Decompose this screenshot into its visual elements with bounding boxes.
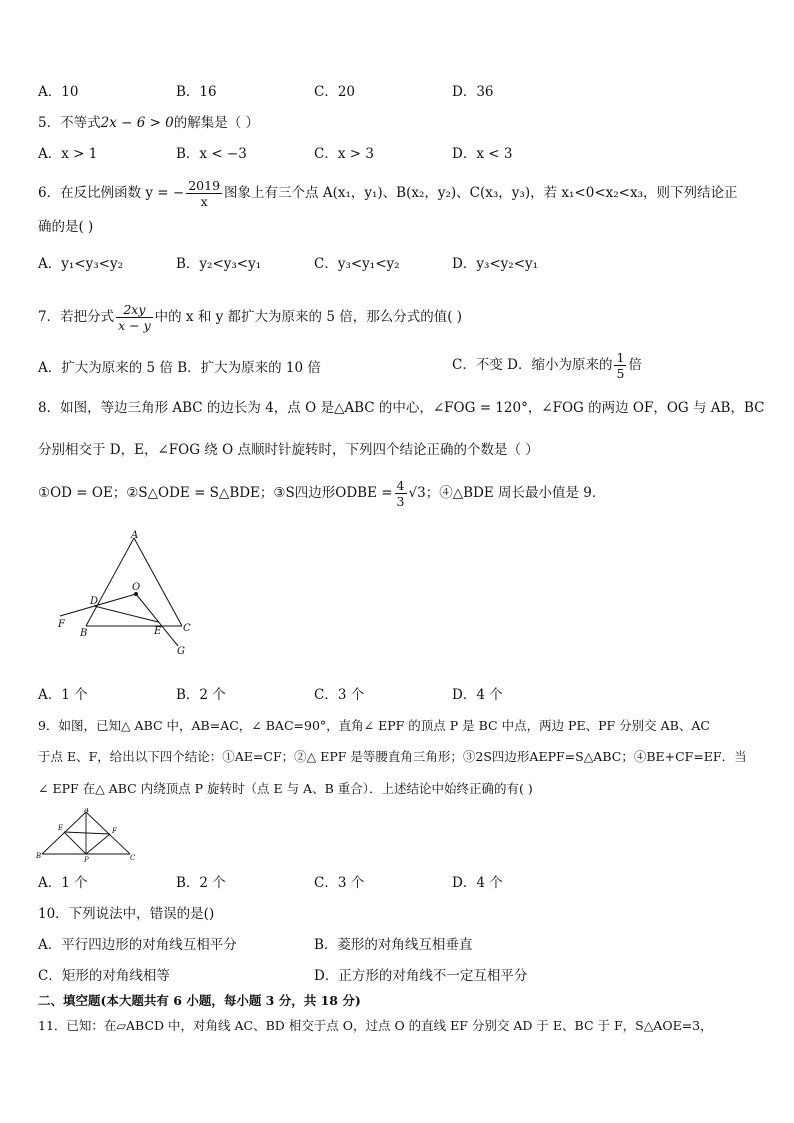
q8-fraction: $\frac{4}{3}$ xyxy=(396,478,405,509)
q8-label-b: B xyxy=(80,628,88,639)
q8-stem-line1: 8．如图，等边三角形 ABC 的边长为 4，点 O 是△ABC 的中心，∠FOG = 120°，∠FOG 的两边 OF，OG 与 AB，BC xyxy=(38,400,765,416)
q9-option-a: A．1 个 xyxy=(38,875,88,891)
q5-option-b: B．x < −3 xyxy=(176,146,247,162)
q5-option-d: D．x < 3 xyxy=(452,146,513,162)
q6-option-c: C．y₃<y₁<y₂ xyxy=(314,256,400,272)
q10-option-b: B．菱形的对角线互相垂直 xyxy=(314,937,473,953)
q6-stem-line2: 确的是( ) xyxy=(38,219,94,235)
q6-fraction: $\frac{2019}{x}$ xyxy=(188,178,221,209)
q9-label-b: B xyxy=(36,852,42,860)
q9-stem-line1: 9．如图，已知△ ABC 中，AB=AC，∠ BAC=90°，直角∠ EPF 的顶点 P 是 BC 中点，两边 PE、PF 分别交 AB、AC xyxy=(38,718,710,733)
q9-option-d: D．4 个 xyxy=(452,875,503,891)
q8-label-d: D xyxy=(90,596,99,607)
q4-option-b: B．16 xyxy=(176,84,217,100)
q5-expression: 2x − 6 > 0 xyxy=(100,115,174,131)
q8-label-a: A xyxy=(131,530,139,541)
q5-option-a: A．x > 1 xyxy=(38,146,98,162)
q8-option-c: C．3 个 xyxy=(314,687,365,703)
q6-option-a: A．y₁<y₃<y₂ xyxy=(38,256,123,272)
q8-label-c: C xyxy=(183,623,191,634)
q8-conclusions: ①OD = OE；②S△ODE = S△BDE；③S四边形ODBE = $\frac{4}{3}$ √3；④△BDE 周长最小值是 9． xyxy=(38,478,606,509)
q8-segment-de xyxy=(94,606,158,622)
q10-stem: 10．下列说法中，错误的是() xyxy=(38,906,215,922)
q4-option-c: C．20 xyxy=(314,84,356,100)
q9-label-c: C xyxy=(130,854,136,862)
q7-options-ab: A．扩大为原来的 5 倍 B．扩大为原来的 10 倍 xyxy=(38,360,321,376)
q9-option-c: C．3 个 xyxy=(314,875,365,891)
q4-option-d: D．36 xyxy=(452,84,494,100)
q5-stem: 5．不等式2x − 6 > 0的解集是（ ） xyxy=(38,115,260,131)
q7-cd-fraction: $\frac{1}{5}$ xyxy=(616,350,625,381)
q9-segment-pf xyxy=(86,834,110,854)
q8-ray-og xyxy=(136,594,178,646)
q10-option-c: C．矩形的对角线相等 xyxy=(38,968,170,984)
q6-option-d: D．y₃<y₂<y₁ xyxy=(452,256,539,272)
q7-fraction: $\frac{2xy}{x - y}$ xyxy=(118,302,151,333)
q8-figure xyxy=(50,528,200,658)
section-2-heading: 二、填空题(本大题共有 6 小题，每小题 3 分，共 18 分) xyxy=(38,993,361,1008)
q4-option-a: A．10 xyxy=(38,84,79,100)
q9-label-f: F xyxy=(112,827,117,835)
q8-option-d: D．4 个 xyxy=(452,687,503,703)
q8-label-f: F xyxy=(58,619,65,630)
q9-figure xyxy=(36,808,136,864)
q9-stem-line3: ∠ EPF 在△ ABC 内绕顶点 P 旋转时（点 E 与 A、B 重合）．上述结论中始终正确的有( ) xyxy=(38,781,533,796)
q9-option-b: B．2 个 xyxy=(176,875,226,891)
q10-option-d: D．正方形的对角线不一定互相平分 xyxy=(314,968,528,984)
q10-option-a: A．平行四边形的对角线互相平分 xyxy=(38,937,237,953)
q9-stem-line2: 于点 E、F，给出以下四个结论：①AE=CF；②△ EPF 是等腰直角三角形；③2S四边形AEPF=S△ABC；④BE+CF=EF．当 xyxy=(38,749,747,764)
q8-label-e: E xyxy=(154,626,162,637)
q8-option-a: A．1 个 xyxy=(38,687,88,703)
q8-side-ab xyxy=(86,538,134,626)
q9-label-p: P xyxy=(84,856,89,864)
q5-option-c: C．x > 3 xyxy=(314,146,374,162)
q9-segment-pe xyxy=(64,832,86,854)
q8-stem-line2: 分别相交于 D，E，∠FOG 绕 O 点顺时针旋转时，下列四个结论正确的个数是（ ） xyxy=(38,442,539,458)
q8-side-ac xyxy=(134,538,182,626)
q8-label-o: O xyxy=(132,582,141,593)
q8-option-b: B．2 个 xyxy=(176,687,226,703)
q6-option-b: B．y₂<y₃<y₁ xyxy=(176,256,262,272)
q9-label-e: E xyxy=(58,824,64,832)
q7-options-cd: C．不变 D．缩小为原来的 $\frac{1}{5}$ 倍 xyxy=(452,350,642,381)
q11-stem: 11．已知：在▱ABCD 中，对角线 AC、BD 相交于点 O，过点 O 的直线 EF 分别交 AD 于 E、BC 于 F，S△AOE=3， xyxy=(38,1018,713,1033)
q6-stem: 6．在反比例函数 y = − $\frac{2019}{x}$ 图象上有三个点 A(x₁，y₁)、B(x₂，y₂)、C(x₃，y₃)，若 x₁<0<x₂<x₃，则下列结论正 xyxy=(38,178,738,209)
q7-stem: 7．若把分式 $\frac{2xy}{x - y}$ 中的 x 和 y 都扩大为原来的 5 倍，那么分式的值( ) xyxy=(38,302,463,333)
q8-label-g: G xyxy=(177,646,185,657)
q9-segment-ef xyxy=(64,832,110,834)
q9-label-a: A xyxy=(84,808,90,814)
